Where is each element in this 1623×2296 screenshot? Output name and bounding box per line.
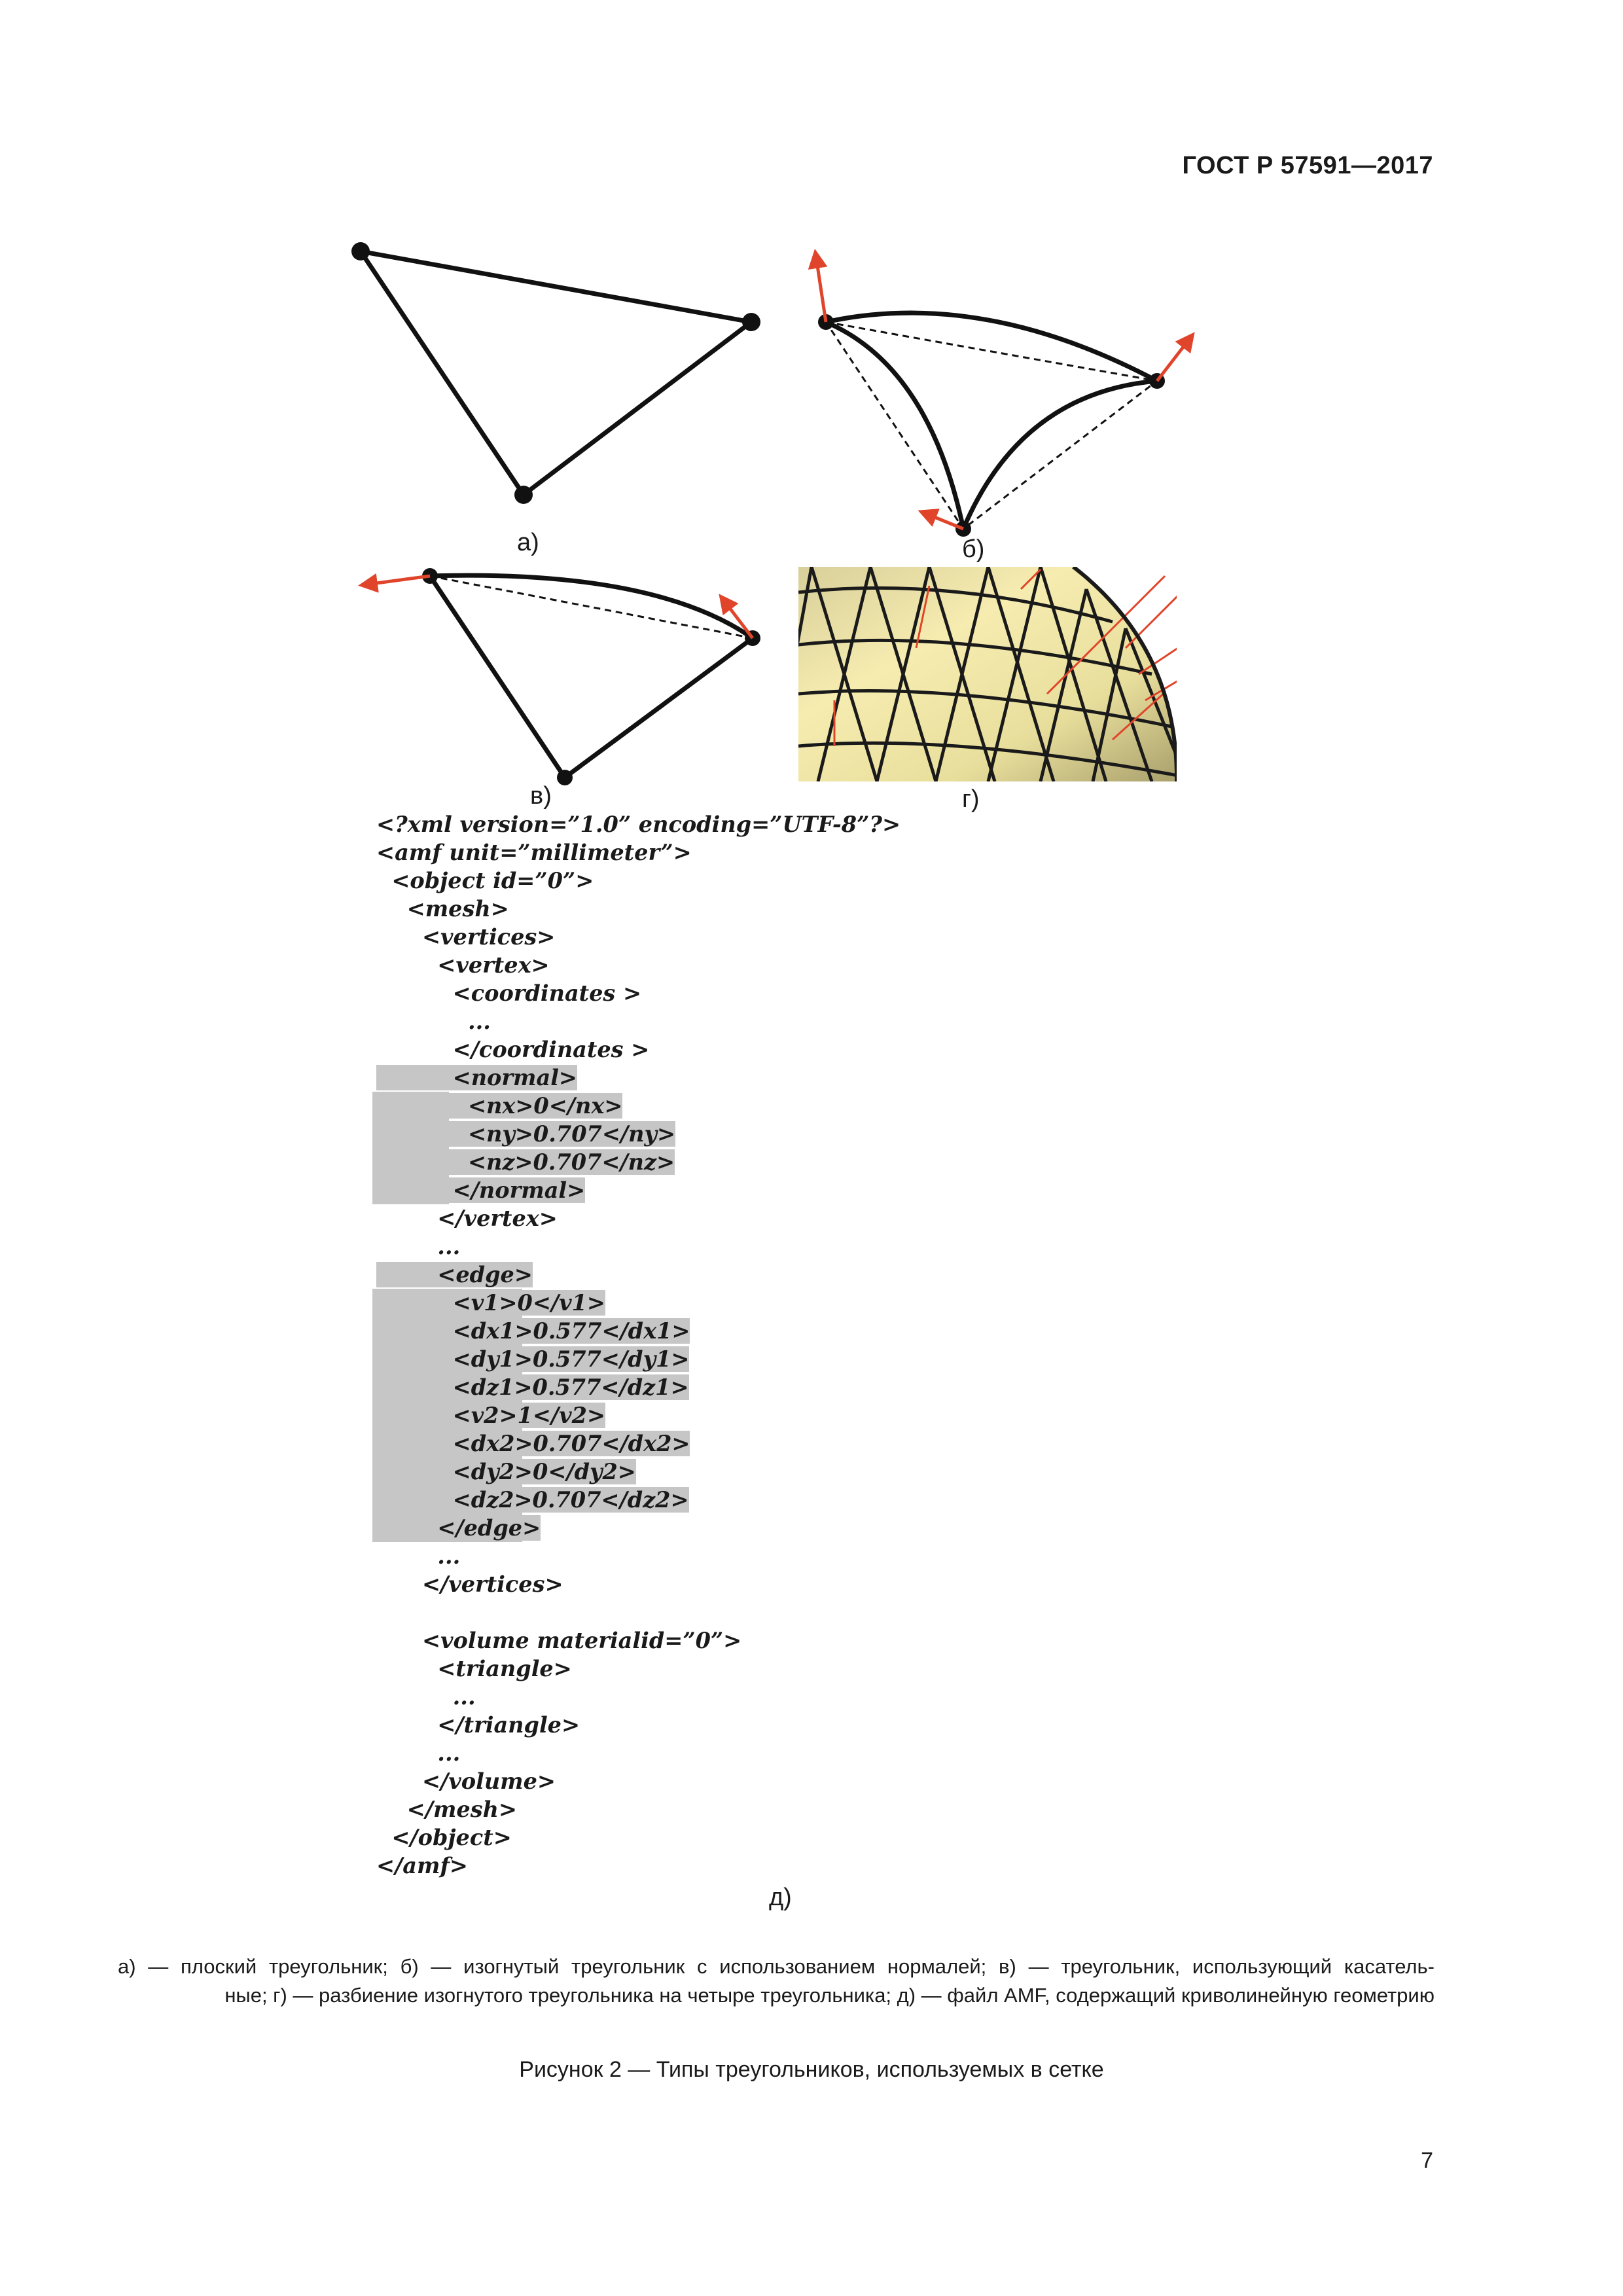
code-line-12: <ny>0.707</ny>: [376, 1121, 676, 1147]
code-line-30: <volume materialid=”0”>: [376, 1628, 742, 1653]
panel-label-a: а): [517, 529, 539, 556]
figure-legend-line-2: ные; г) — разбиение изогнутого треугольника на четыре треугольника; д) — файл AMF, содержащий криволинейную геометрию: [224, 1984, 1435, 2007]
code-line-36: </mesh>: [376, 1797, 518, 1822]
page-number: 7: [1421, 2148, 1433, 2173]
code-line-27: ...: [376, 1543, 461, 1569]
code-line-5: <vertices>: [376, 924, 556, 950]
panel-label-d: д): [769, 1884, 792, 1911]
code-line-21: <dz1>0.577</dz1>: [376, 1374, 689, 1400]
code-line-1: <?xml version=”1.0” encoding=”UTF-8”?>: [376, 812, 901, 837]
code-line-32: ...: [376, 1684, 476, 1710]
tangent-triangle: [362, 568, 760, 785]
panel-label-v: в): [530, 782, 552, 810]
code-line-33: </triangle>: [376, 1712, 580, 1738]
code-line-16: ...: [376, 1234, 461, 1259]
code-line-13: <nz>0.707</nz>: [376, 1149, 675, 1175]
code-line-15: </vertex>: [376, 1206, 558, 1231]
code-line-20: <dy1>0.577</dy1>: [376, 1346, 690, 1372]
code-line-7: <coordinates >: [376, 980, 642, 1006]
code-line-6: <vertex>: [376, 952, 550, 978]
code-line-8: ...: [376, 1009, 491, 1034]
code-line-28: </vertices>: [376, 1571, 563, 1597]
panel-label-g: г): [962, 785, 980, 813]
code-line-14: </normal>: [376, 1177, 586, 1203]
code-line-18: <v1>0</v1>: [376, 1290, 605, 1316]
code-line-24: <dy2>0</dy2>: [376, 1459, 636, 1484]
code-line-17: <edge>: [376, 1262, 533, 1287]
code-line-2: <amf unit=”millimeter”>: [376, 840, 692, 865]
code-line-38: </amf>: [376, 1853, 468, 1878]
figure-legend-line-1: а) — плоский треугольник; б) — изогнутый треугольник с использованием нормалей; в) — треугольник, использующий касатель-: [118, 1955, 1435, 1978]
code-line-22: <v2>1</v2>: [376, 1403, 605, 1428]
code-line-4: <mesh>: [376, 896, 509, 922]
code-line-34: ...: [376, 1740, 461, 1766]
code-line-10: <normal>: [376, 1065, 577, 1090]
code-line-26: </edge>: [376, 1515, 541, 1541]
flat-triangle: [351, 242, 760, 504]
panel-label-b: б): [962, 535, 985, 563]
figure-caption: Рисунок 2 — Типы треугольников, используемых в сетке: [519, 2057, 1104, 2082]
amf-code-listing: [376, 810, 901, 1880]
code-line-25: <dz2>0.707</dz2>: [376, 1487, 689, 1513]
code-line-31: <triangle>: [376, 1656, 572, 1681]
code-line-3: <object id=”0”>: [376, 868, 594, 893]
code-line-9: </coordinates >: [376, 1037, 650, 1062]
code-line-19: <dx1>0.577</dx1>: [376, 1318, 690, 1344]
curved-triangle-normals: [815, 253, 1192, 537]
code-line-37: </object>: [376, 1825, 512, 1850]
code-line-35: </volume>: [376, 1768, 556, 1794]
code-line-23: <dx2>0.707</dx2>: [376, 1431, 690, 1456]
document-standard-id: ГОСТ Р 57591—2017: [1182, 152, 1433, 179]
code-line-11: <nx>0</nx>: [376, 1093, 623, 1119]
subdivided-sphere-mesh: [772, 567, 1178, 781]
